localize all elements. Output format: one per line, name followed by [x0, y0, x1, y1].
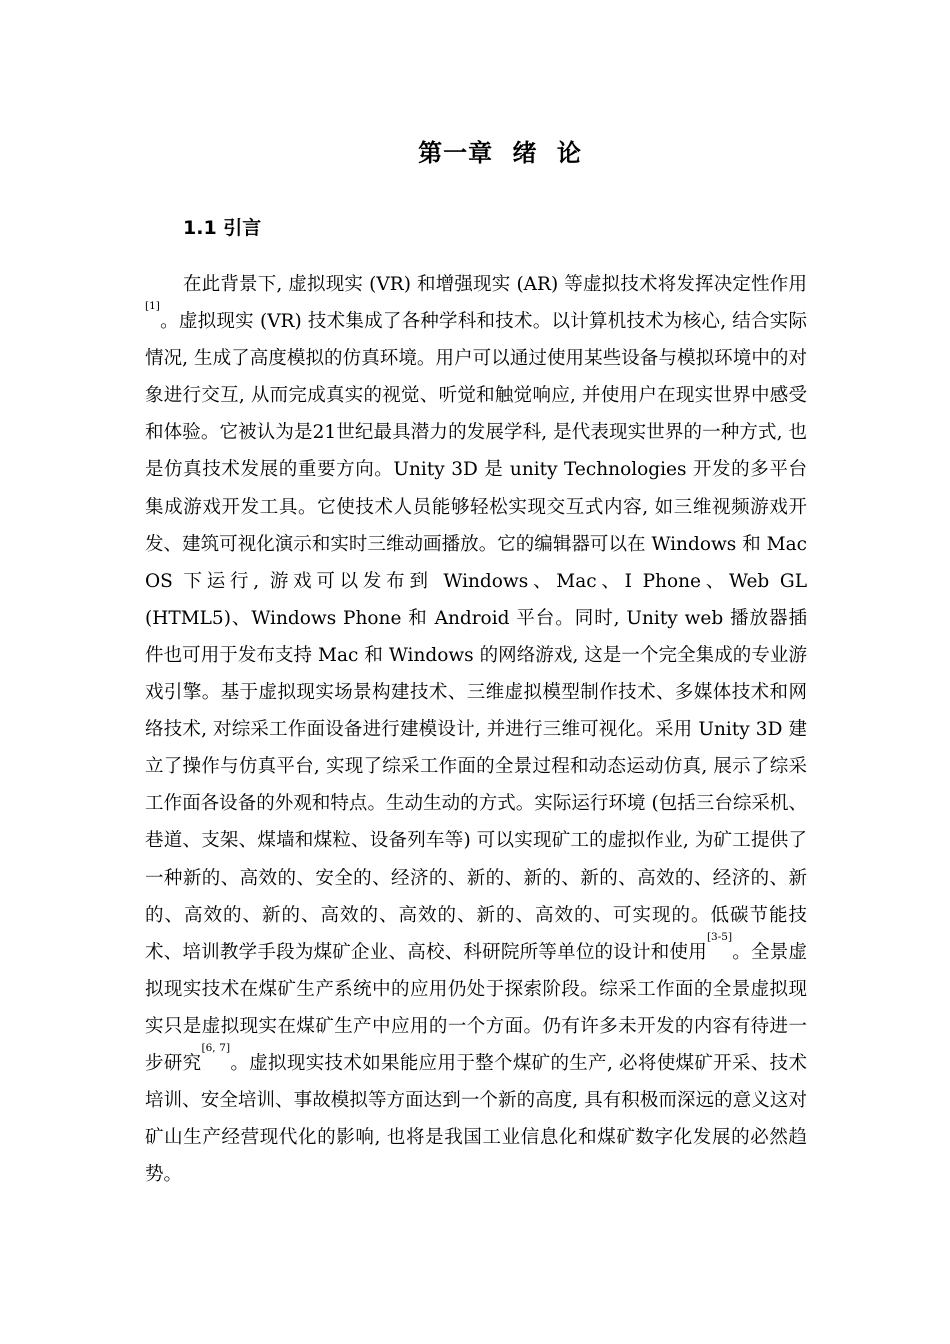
paragraph-text: 。虚拟现实技术如果能应用于整个煤矿的生产, 必将使煤矿开采、技术培训、安全培训、事故模拟等方面达到一个新的高度, 具有积极而深远的意义这对矿山生产经营现代化的影响, 也将是我国工业信息化和煤矿数字化发展的必然趋势。: [145, 1052, 807, 1186]
paragraph-text: 。虚拟现实 (VR) 技术集成了各种学科和技术。以计算机技术为核心, 结合实际情况, 生成了高度模拟的仿真环境。用户可以通过使用某些设备与模拟环境中的对象进行交互, 从而完成真实的视觉、听觉和触觉响应, 并使用户在现实世界中感受和体验。它被认为是21世纪最具潜力的发展学科, 是代表现实世界的一种方式, 也是仿真技术发展的重要方向。Unity 3D 是 unity Technologies 开发的多平台集成游戏开发工具。它使技术人员能够轻松实现交互式内容, 如三维视频游戏开发、建筑可视化演示和实时三维动画播放。它的编辑器可以在 Windows 和 Mac OS 下运行, 游戏可以发布到 Windows、Mac、I Phone、Web GL (HTML5)、Windows Phone 和 Android 平台。同时, Unity web 播放器插件也可用于发布支持 Mac 和 Windows 的网络游戏, 这是一个完全集成的专业游戏引擎。基于虚拟现实场景构建技术、三维虚拟模型制作技术、多媒体技术和网络技术, 对综采工作面设备进行建模设计, 并进行三维可视化。采用 Unity 3D 建立了操作与仿真平台, 实现了综采工作面的全景过程和动态运动仿真, 展示了综采工作面各设备的外观和特点。生动生动的方式。实际运行环境 (包括三台综采机、巷道、支架、煤墙和煤粒、设备列车等) 可以实现矿工的虚拟作业, 为矿工提供了一种新的、高效的、安全的、经济的、新的、新的、新的、高效的、经济的、新的、高效的、新的、高效的、高效的、新的、高效的、可实现的。低碳节能技术、培训教学手段为煤矿企业、高校、科研院所等单位的设计和使用: [145, 311, 807, 963]
citation-ref: [6, 7]: [201, 1041, 231, 1054]
citation-ref: [1]: [145, 300, 160, 313]
paragraph-text: 在此背景下, 虚拟现实 (VR) 和增强现实 (AR) 等虚拟技术将发挥决定性作用: [183, 274, 807, 295]
section-heading: 1.1 引言: [183, 217, 262, 239]
body-paragraph: [145, 266, 807, 1193]
chapter-title: 第一章 绪 论: [418, 139, 582, 167]
paragraph-text: 。全景虚拟现实技术在煤矿生产系统中的应用仍处于探索阶段。综采工作面的全景虚拟现实只是虚拟现实在煤矿生产中应用的一个方面。仍有许多未开发的内容有待进一步研究: [145, 941, 807, 1074]
citation-ref: [3-5]: [706, 930, 733, 943]
